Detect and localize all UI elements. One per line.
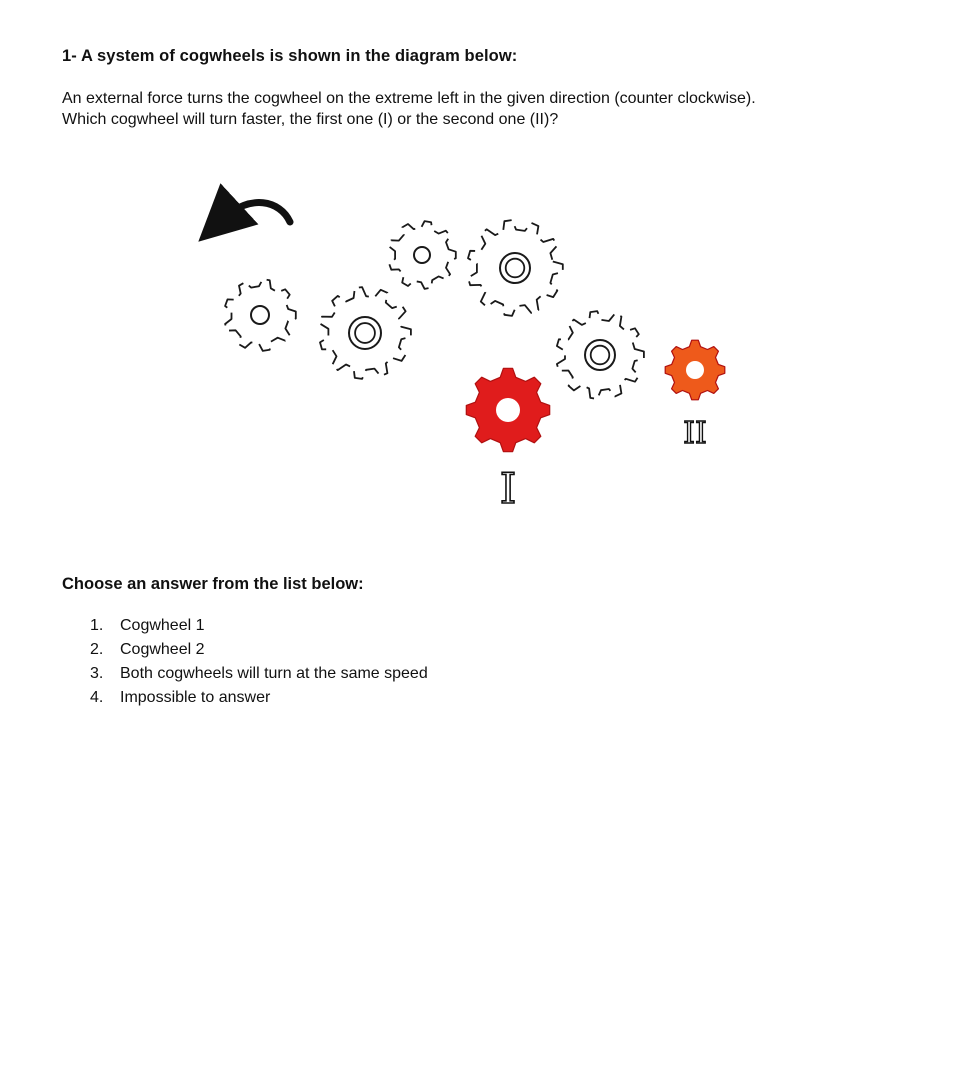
cogwheel-far-left bbox=[225, 279, 296, 351]
answer-number: 1. bbox=[90, 617, 104, 634]
cogwheel-axle-hole bbox=[414, 247, 430, 263]
answer-label: Both cogwheels will turn at the same speed bbox=[120, 665, 428, 682]
answer-option-4[interactable] bbox=[90, 686, 428, 710]
answer-option-3[interactable] bbox=[90, 662, 428, 686]
answer-number: 2. bbox=[90, 641, 104, 658]
cogwheel-axle-hole bbox=[496, 398, 520, 422]
cogwheel-axle-hole bbox=[349, 317, 381, 349]
cogwheel-one-red bbox=[466, 368, 549, 451]
answer-list bbox=[90, 614, 428, 710]
answer-label: Impossible to answer bbox=[120, 689, 271, 706]
question-title: 1- A system of cogwheels is shown in the diagram below: bbox=[62, 47, 518, 65]
cogwheel-top-small bbox=[389, 221, 456, 289]
cogwheel-label-first: I bbox=[499, 464, 517, 513]
cogwheel-axle-hole bbox=[251, 306, 269, 324]
answer-label: Cogwheel 2 bbox=[120, 641, 205, 658]
counter-clockwise-arrow-icon bbox=[224, 203, 290, 222]
cogwheel-label-second: II bbox=[683, 416, 707, 451]
cogwheel-left bbox=[320, 287, 411, 379]
question-text-line-1: An external force turns the cogwheel on the extreme left in the given direction (counter clockwise). bbox=[62, 90, 756, 107]
cogwheel-diagram bbox=[190, 180, 750, 520]
answer-number: 4. bbox=[90, 689, 104, 706]
cogwheel-axle-hole bbox=[585, 340, 615, 370]
answer-option-1[interactable] bbox=[90, 614, 428, 638]
cogwheel-two-orange bbox=[665, 340, 725, 400]
cogwheel-top-large bbox=[468, 220, 563, 316]
answers-title: Choose an answer from the list below: bbox=[62, 575, 364, 593]
cogwheel-axle-hole bbox=[686, 361, 704, 379]
answer-label: Cogwheel 1 bbox=[120, 617, 205, 634]
answer-number: 3. bbox=[90, 665, 104, 682]
answer-option-2[interactable] bbox=[90, 638, 428, 662]
question-text-line-2: Which cogwheel will turn faster, the first one (I) or the second one (II)? bbox=[62, 111, 559, 128]
cogwheel-axle-hole bbox=[500, 253, 530, 283]
cogwheel-right bbox=[557, 311, 644, 399]
